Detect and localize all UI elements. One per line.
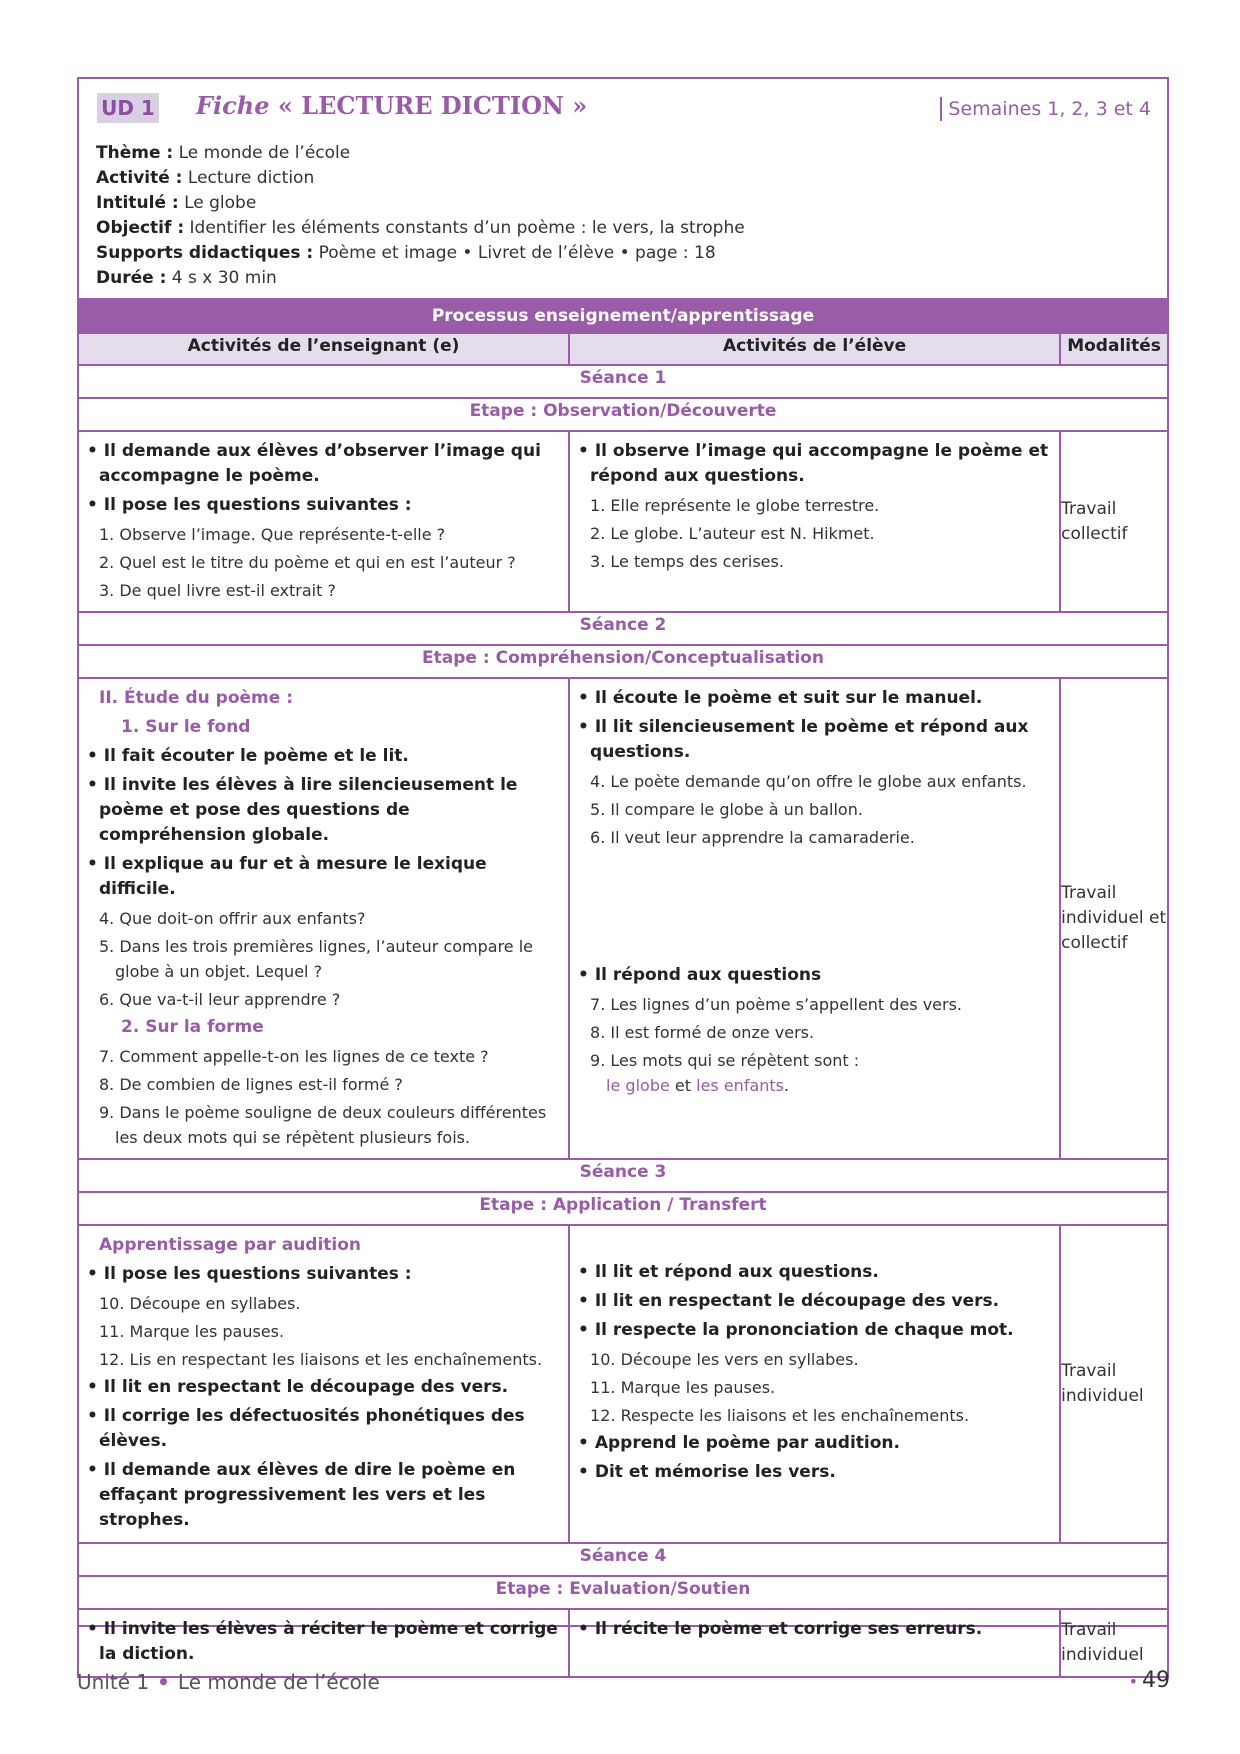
page-number-area: • 49 <box>1128 1668 1170 1693</box>
meta-theme: Thème : Le monde de l’école <box>96 143 351 163</box>
etape-1-label: Etape : Observation/Découverte <box>78 398 1168 431</box>
subsection-heading: 1. Sur le fond <box>121 717 251 737</box>
sheet-header <box>79 79 1167 298</box>
seance-2-label: Séance 2 <box>78 612 1168 645</box>
seance-1-modality: Travail collectif <box>1060 431 1168 612</box>
seance-3-student <box>569 1225 1060 1543</box>
list-item: • Il lit en respectant le découpage des vers. <box>578 1289 1051 1314</box>
question: 12. Lis en respectant les liaisons et les enchaînements. <box>99 1350 543 1369</box>
question: 2. Quel est le titre du poème et qui en est l’auteur ? <box>99 553 516 572</box>
list-item: • Il observe l’image qui accompagne le poème et répond aux questions. <box>578 439 1051 489</box>
seance-1-teacher <box>78 431 569 612</box>
list-item: • Il écoute le poème et suit sur le manuel. <box>578 686 1051 711</box>
question: 1. Observe l’image. Que représente-t-elle ? <box>99 525 446 544</box>
answer: 1. Elle représente le globe terrestre. <box>590 496 880 515</box>
list-item: • Il pose les questions suivantes : <box>87 1262 560 1287</box>
question: 10. Découpe en syllabes. <box>99 1294 301 1313</box>
title-prefix: Fiche <box>196 91 270 120</box>
answer: 4. Le poète demande qu’on offre le globe aux enfants. <box>590 772 1027 791</box>
list-item: • Il invite les élèves à lire silencieusement le poème et pose des questions de compréhension globale. <box>87 773 560 848</box>
question: 9. Dans le poème souligne de deux couleurs différentes les deux mots qui se répètent plusieurs fois. <box>99 1103 547 1147</box>
meta-activity: Activité : Lecture diction <box>96 168 315 188</box>
question: 5. Dans les trois premières lignes, l’auteur compare le globe à un objet. Lequel ? <box>99 937 534 981</box>
question: 6. Que va-t-il leur apprendre ? <box>99 990 341 1009</box>
title-main: « LECTURE DICTION » <box>277 91 588 120</box>
list-item: • Il lit en respectant le découpage des vers. <box>87 1375 560 1400</box>
col-student-header: Activités de l’élève <box>569 333 1060 365</box>
answer: 8. Il est formé de onze vers. <box>590 1023 815 1042</box>
seance-3-teacher <box>78 1225 569 1543</box>
seance-2-modality: Travail individuel et collectif <box>1060 678 1168 1159</box>
list-item: • Il récite le poème et corrige ses erreurs. <box>578 1617 1051 1642</box>
answer: 7. Les lignes d’un poème s’appellent des vers. <box>590 995 963 1014</box>
list-item: • Il lit et répond aux questions. <box>578 1260 1051 1285</box>
seance-4-modality: Travail individuel <box>1060 1609 1168 1677</box>
col-modality-header: Modalités <box>1060 333 1168 365</box>
answer: 6. Il veut leur apprendre la camaraderie. <box>590 828 915 847</box>
subsection-heading: 2. Sur la forme <box>121 1017 264 1037</box>
list-item: • Il explique au fur et à mesure le lexique difficile. <box>87 852 560 902</box>
question: 7. Comment appelle-t-on les lignes de ce texte ? <box>99 1047 489 1066</box>
section-heading: Apprentissage par audition <box>99 1235 362 1255</box>
seance-4-label: Séance 4 <box>78 1543 1168 1576</box>
highlighted-word: le globe <box>606 1076 670 1095</box>
page-footer: Unité 1 • Le monde de l’école <box>77 1670 380 1694</box>
weeks-label: Semaines 1, 2, 3 et 4 <box>940 97 1151 121</box>
question: 8. De combien de lignes est-il formé ? <box>99 1075 403 1094</box>
lesson-sheet <box>77 77 1169 1665</box>
section-heading: II. Étude du poème : <box>99 688 294 708</box>
seance-3-label: Séance 3 <box>78 1159 1168 1192</box>
seance-4-teacher <box>78 1609 569 1677</box>
list-item: • Dit et mémorise les vers. <box>578 1460 1051 1485</box>
etape-3-label: Etape : Application / Transfert <box>78 1192 1168 1225</box>
etape-4-label: Etape : Evaluation/Soutien <box>78 1576 1168 1609</box>
answer: 11. Marque les pauses. <box>590 1378 776 1397</box>
sheet-meta <box>96 141 745 291</box>
meta-title: Intitulé : Le globe <box>96 193 257 213</box>
col-teacher-header: Activités de l’enseignant (e) <box>78 333 569 365</box>
list-item: • Il fait écouter le poème et le lit. <box>87 744 560 769</box>
seance-2-student <box>569 678 1060 1159</box>
footer-unit: Unité 1 <box>77 1670 150 1694</box>
seance-3-modality: Travail individuel <box>1060 1225 1168 1543</box>
footer-theme: Le monde de l’école <box>177 1670 380 1694</box>
page-number: 49 <box>1142 1668 1170 1693</box>
process-band: Processus enseignement/apprentissage <box>78 299 1168 333</box>
seance-1-student <box>569 431 1060 612</box>
sheet-title <box>196 91 587 120</box>
etape-2-label: Etape : Compréhension/Conceptualisation <box>78 645 1168 678</box>
question: 11. Marque les pauses. <box>99 1322 285 1341</box>
answer: 9. Les mots qui se répètent sont : le globe et les enfants. <box>590 1051 860 1095</box>
seance-2-teacher <box>78 678 569 1159</box>
list-item: • Il demande aux élèves de dire le poème en effaçant progressivement les vers et les strophes. <box>87 1458 560 1533</box>
meta-objective: Objectif : Identifier les éléments constants d’un poème : le vers, la strophe <box>96 218 745 238</box>
list-item: • Apprend le poème par audition. <box>578 1431 1051 1456</box>
list-item: • Il corrige les défectuosités phonétiques des élèves. <box>87 1404 560 1454</box>
answer: 5. Il compare le globe à un ballon. <box>590 800 863 819</box>
list-item: • Il lit silencieusement le poème et répond aux questions. <box>578 715 1051 765</box>
list-item: • Il invite les élèves à réciter le poème et corrige la diction. <box>87 1617 560 1667</box>
process-table <box>77 298 1169 1678</box>
meta-supports: Supports didactiques : Poème et image • Livret de l’élève • page : 18 <box>96 243 716 263</box>
list-item: • Il répond aux questions <box>578 963 1051 988</box>
question: 3. De quel livre est-il extrait ? <box>99 581 336 600</box>
answer: 2. Le globe. L’auteur est N. Hikmet. <box>590 524 875 543</box>
list-item: • Il pose les questions suivantes : <box>87 493 560 518</box>
unit-badge: UD 1 <box>97 93 159 123</box>
answer: 12. Respecte les liaisons et les enchaînements. <box>590 1406 970 1425</box>
question: 4. Que doit-on offrir aux enfants? <box>99 909 366 928</box>
list-item: • Il respecte la prononciation de chaque mot. <box>578 1318 1051 1343</box>
seance-1-label: Séance 1 <box>78 365 1168 398</box>
answer: 3. Le temps des cerises. <box>590 552 784 571</box>
answer: 10. Découpe les vers en syllabes. <box>590 1350 859 1369</box>
meta-duration: Durée : 4 s x 30 min <box>96 268 277 288</box>
highlighted-word: les enfants <box>696 1076 785 1095</box>
list-item: • Il demande aux élèves d’observer l’image qui accompagne le poème. <box>87 439 560 489</box>
seance-4-student <box>569 1609 1060 1677</box>
